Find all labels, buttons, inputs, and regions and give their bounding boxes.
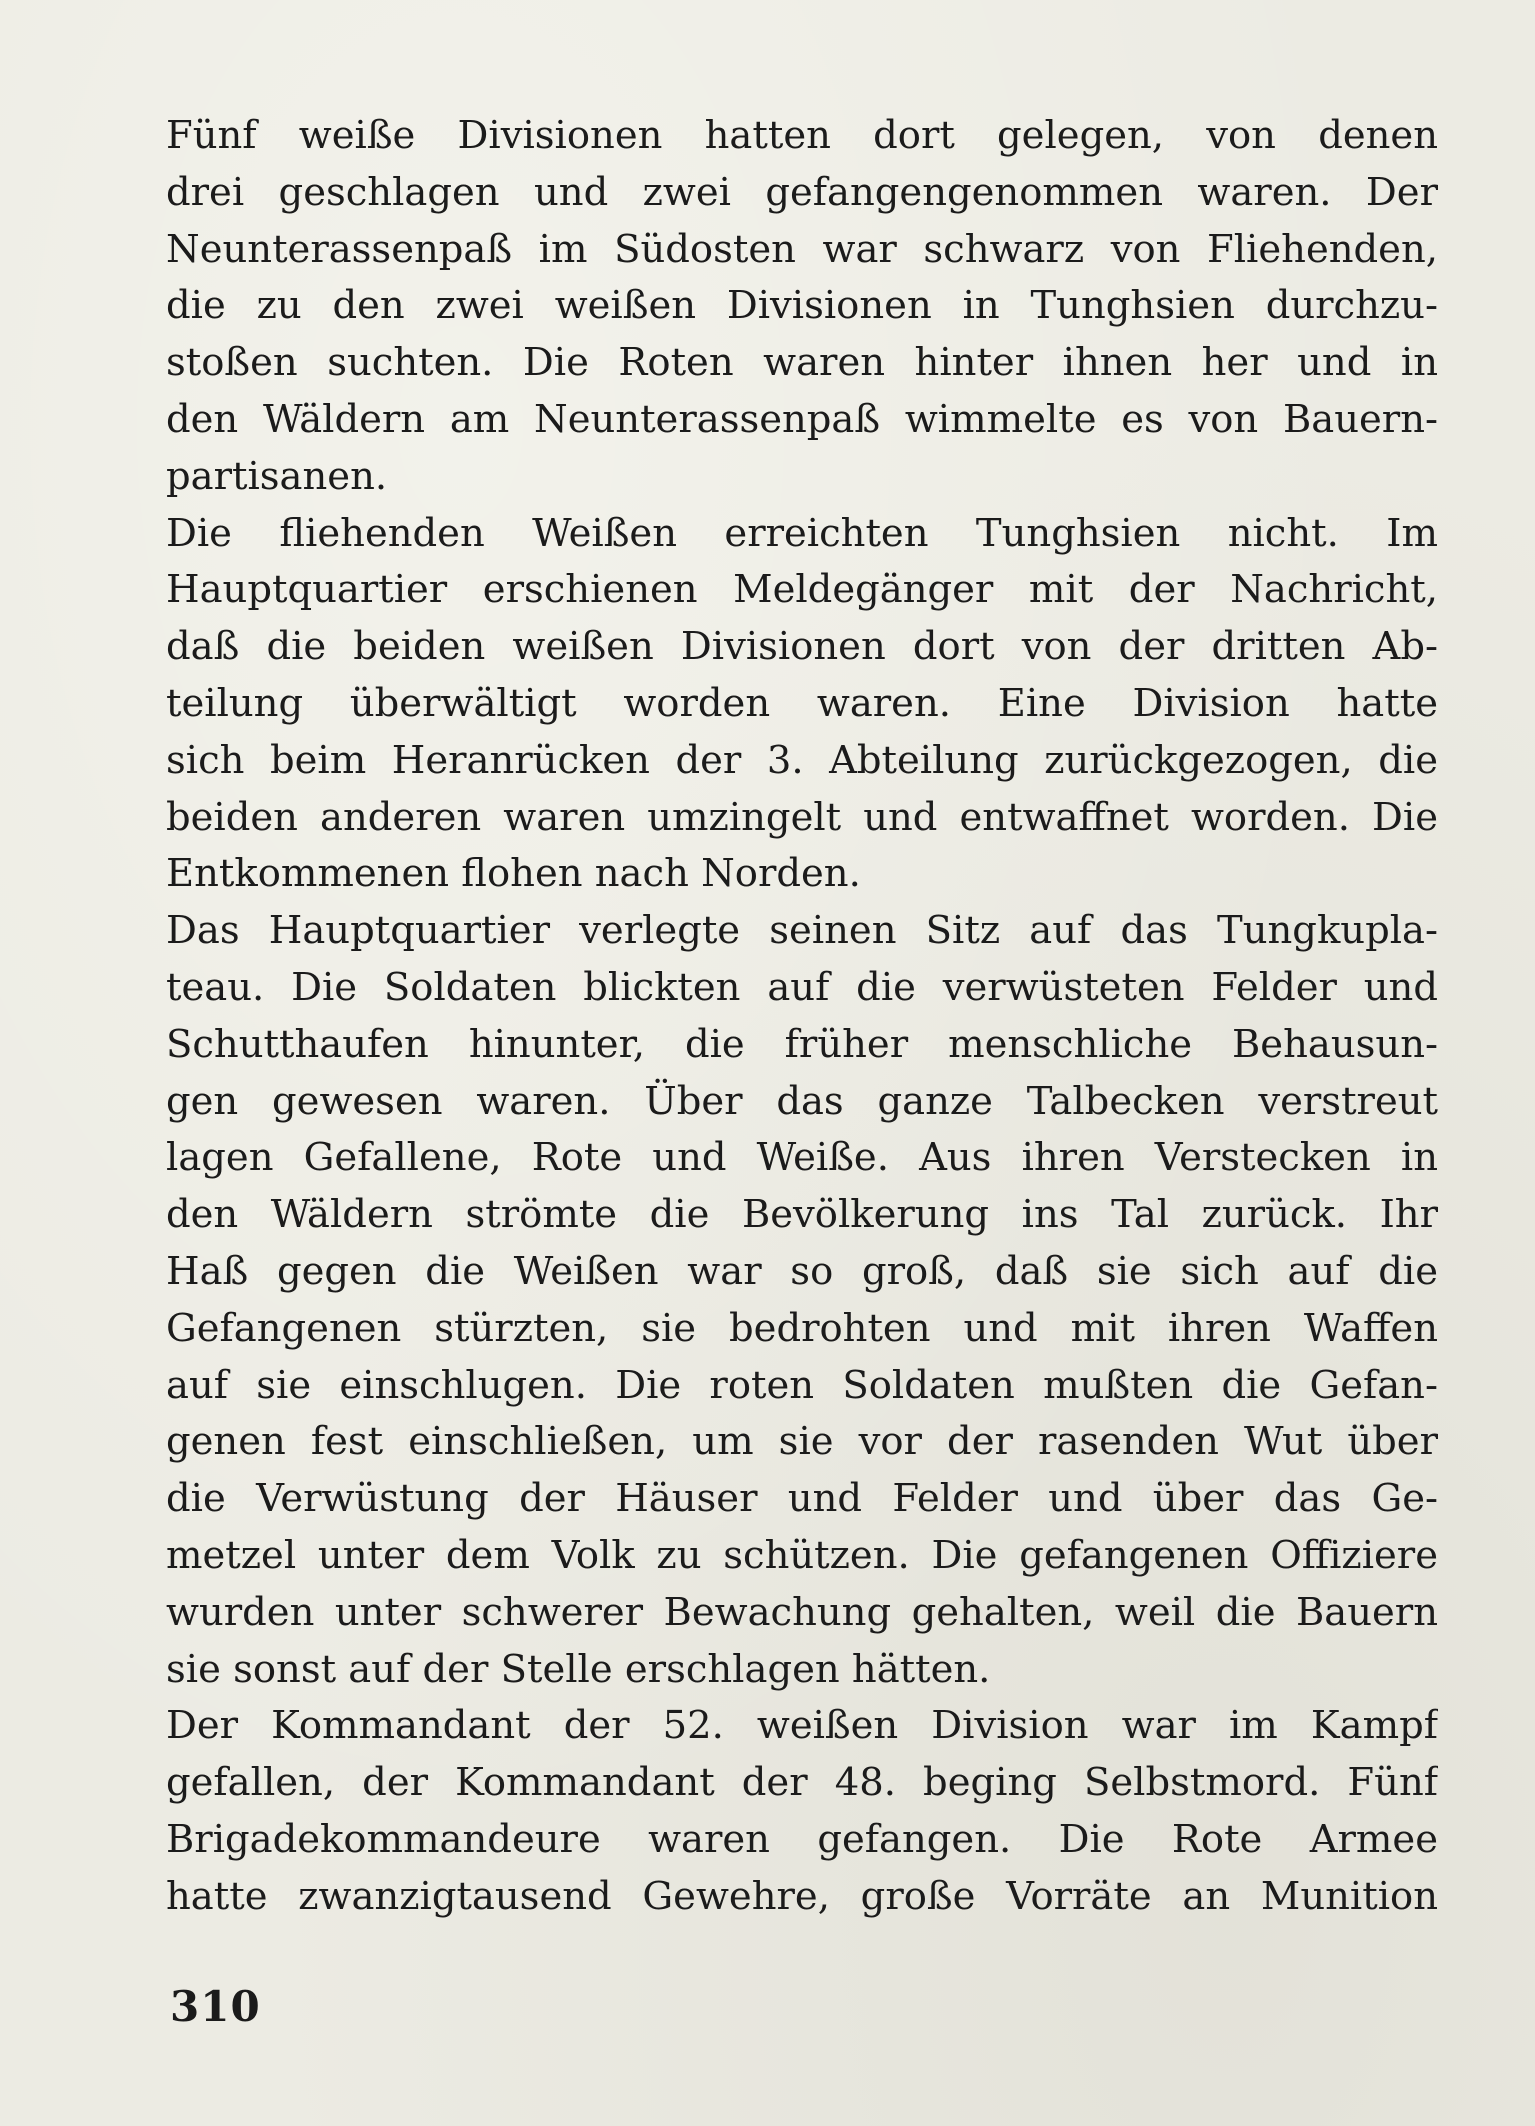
text-line: Das Hauptquartier verlegte seinen Sitz auf das Tungkupla- xyxy=(166,908,1438,954)
text-line: teau. Die Soldaten blickten auf die verwüsteten Felder und xyxy=(166,964,1438,1010)
text-line: Neunterassenpaß im Südosten war schwarz von Fliehenden, xyxy=(166,226,1438,272)
text-line: Der Kommandant der 52. weißen Division war im Kampf xyxy=(166,1703,1438,1749)
text-line: stoßen suchten. Die Roten waren hinter ihnen her und in xyxy=(166,340,1438,386)
text-line: wurden unter schwerer Bewachung gehalten, weil die Bauern xyxy=(166,1589,1438,1635)
text-line: beiden anderen waren umzingelt und entwaffnet worden. Die xyxy=(166,794,1438,840)
text-line: den Wäldern strömte die Bevölkerung ins Tal zurück. Ihr xyxy=(166,1192,1438,1238)
text-line: auf sie einschlugen. Die roten Soldaten mußten die Gefan- xyxy=(166,1362,1438,1408)
text-line: drei geschlagen und zwei gefangengenommen waren. Der xyxy=(166,169,1438,215)
text-line: Haß gegen die Weißen war so groß, daß sie sich auf die xyxy=(166,1248,1438,1294)
text-line: die Verwüstung der Häuser und Felder und über das Ge- xyxy=(166,1476,1438,1522)
text-line: hatte zwanzigtausend Gewehre, große Vorräte an Munition xyxy=(166,1873,1438,1919)
text-line: Die fliehenden Weißen erreichten Tunghsien nicht. Im xyxy=(166,510,1438,556)
text-line: Schutthaufen hinunter, die früher menschliche Behausun- xyxy=(166,1021,1438,1067)
text-line: die zu den zwei weißen Divisionen in Tunghsien durchzu- xyxy=(166,283,1438,329)
page-number: 310 xyxy=(170,1982,261,2031)
text-line: sie sonst auf der Stelle erschlagen hätten. xyxy=(166,1646,991,1692)
text-line: Entkommenen flohen nach Norden. xyxy=(166,851,861,897)
text-line: Gefangenen stürzten, sie bedrohten und mit ihren Waffen xyxy=(166,1305,1438,1351)
text-line: Fünf weiße Divisionen hatten dort gelegen, von denen xyxy=(166,113,1438,158)
text-line: sich beim Heranrücken der 3. Abteilung zurückgezogen, die xyxy=(166,737,1438,783)
body-text xyxy=(166,108,1438,1926)
text-line: gefallen, der Kommandant der 48. beging Selbstmord. Fünf xyxy=(166,1760,1438,1806)
text-line: genen fest einschließen, um sie vor der rasenden Wut über xyxy=(166,1419,1438,1465)
text-line: Hauptquartier erschienen Meldegänger mit der Nachricht, xyxy=(166,567,1438,613)
text-line: metzel unter dem Volk zu schützen. Die gefangenen Offiziere xyxy=(166,1532,1438,1578)
text-line: partisanen. xyxy=(166,453,388,499)
text-line: Brigadekommandeure waren gefangen. Die Rote Armee xyxy=(166,1816,1438,1862)
text-line: lagen Gefallene, Rote und Weiße. Aus ihren Verstecken in xyxy=(166,1135,1438,1181)
text-line: teilung überwältigt worden waren. Eine Division hatte xyxy=(166,680,1438,726)
text-line: daß die beiden weißen Divisionen dort von der dritten Ab- xyxy=(166,624,1438,670)
text-line: den Wäldern am Neunterassenpaß wimmelte es von Bauern- xyxy=(166,396,1438,442)
text-line: gen gewesen waren. Über das ganze Talbecken verstreut xyxy=(166,1078,1438,1124)
